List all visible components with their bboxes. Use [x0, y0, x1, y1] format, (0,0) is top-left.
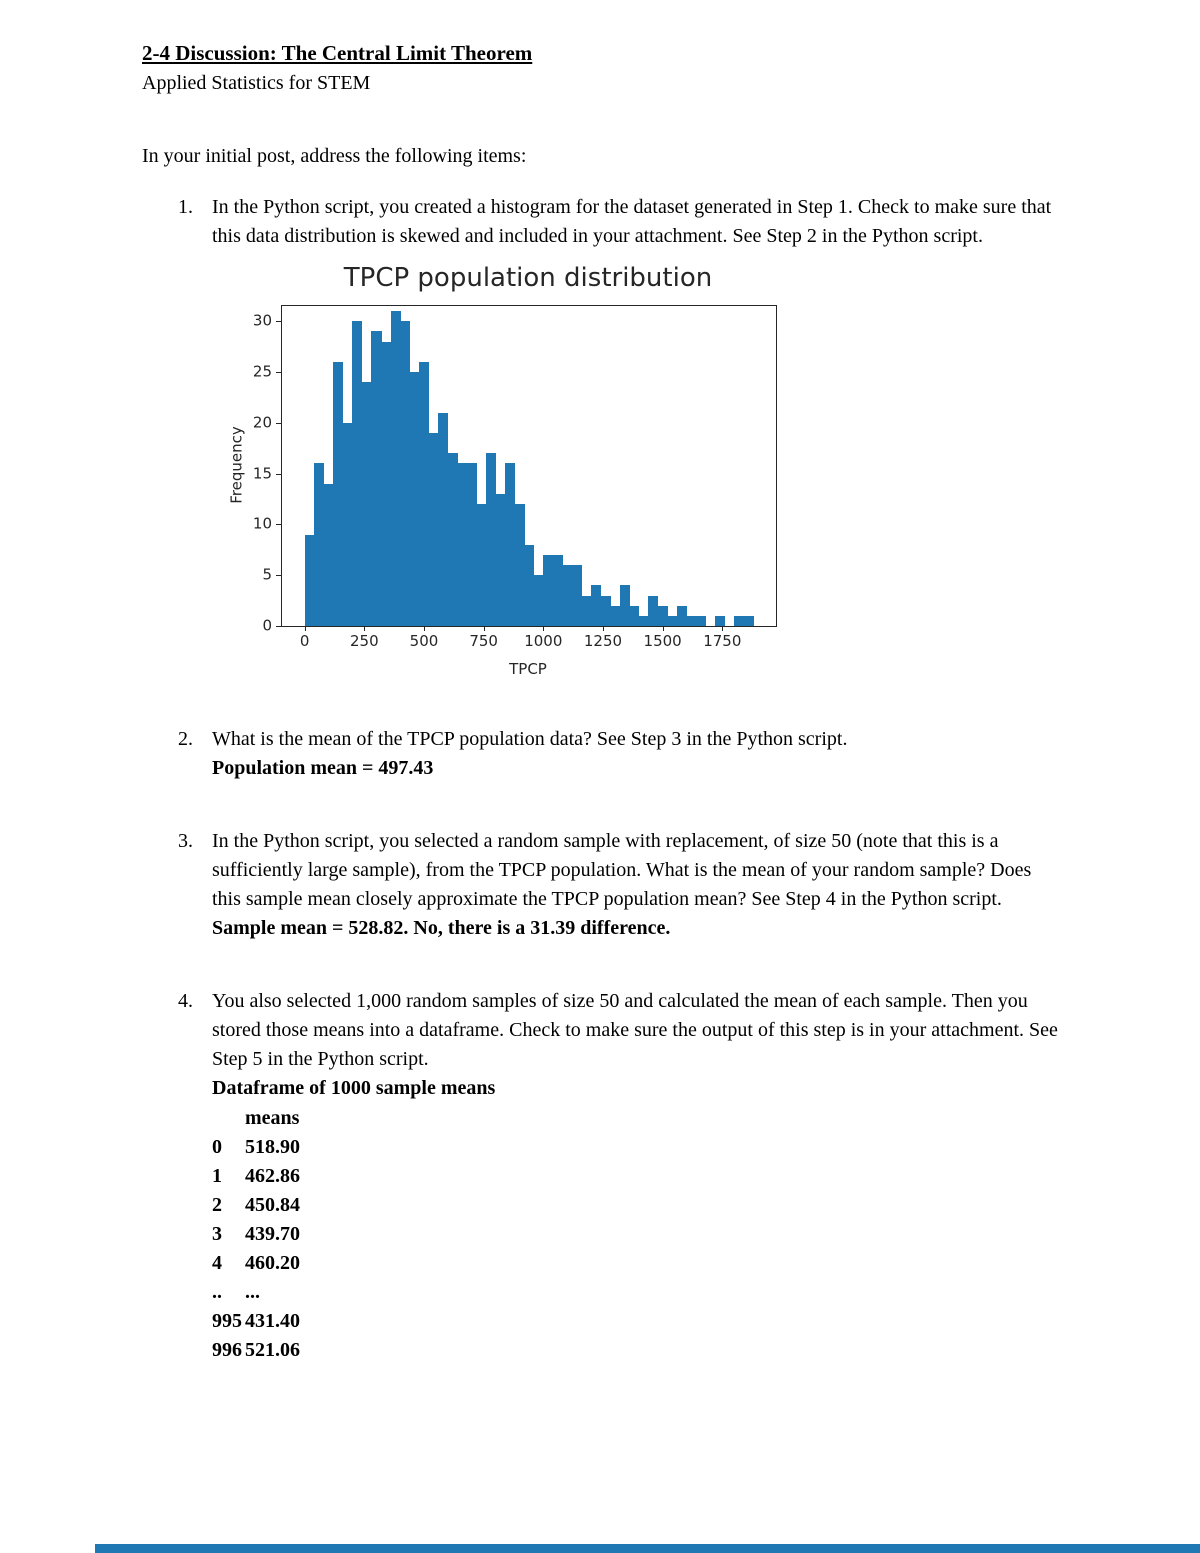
list-number: 4.: [178, 990, 193, 1012]
y-tick-label: 30: [252, 311, 272, 330]
y-tick-label: 5: [262, 565, 272, 584]
dataframe-rows: [212, 1133, 1060, 1365]
y-axis-label: Frequency: [227, 426, 246, 504]
dataframe-row: [212, 1278, 1060, 1307]
numbered-list: [142, 193, 1060, 1365]
x-tick-label: 500: [409, 632, 439, 650]
histogram-bar: [534, 575, 544, 626]
dataframe-row: [212, 1307, 1060, 1336]
histogram-bar: [524, 545, 534, 626]
dataframe-index: 0: [212, 1136, 222, 1158]
histogram-bar: [601, 596, 611, 626]
histogram-bar: [696, 616, 706, 626]
histogram-bar: [582, 596, 592, 626]
x-tick-mark: [543, 626, 544, 631]
dataframe-value: 462.86: [245, 1165, 300, 1187]
histogram-bar: [515, 504, 525, 626]
y-tick-label: 0: [262, 616, 272, 635]
course-name: Applied Statistics for STEM: [142, 72, 371, 94]
dataframe-row: [212, 1336, 1060, 1365]
dataframe-value: 431.40: [245, 1310, 300, 1332]
histogram-bar: [734, 616, 744, 626]
answer-sample-mean: Sample mean = 528.82. No, there is a 31.39 difference.: [212, 917, 671, 939]
x-tick-label: 750: [469, 632, 498, 650]
list-item-body: [212, 193, 1060, 681]
histogram-bar: [744, 616, 754, 626]
y-tick-label: 10: [252, 514, 272, 533]
list-number: 2.: [178, 728, 193, 750]
y-tick-label: 25: [252, 362, 272, 381]
dataframe-row: [212, 1162, 1060, 1191]
y-tick-mark: [276, 575, 281, 576]
dataframe-value: 521.06: [245, 1339, 300, 1361]
list-item-body: [212, 987, 1060, 1365]
list-number: 1.: [178, 196, 193, 218]
answer-population-mean: Population mean = 497.43: [212, 757, 434, 779]
histogram-bar: [486, 453, 496, 626]
histogram-bar: [371, 331, 381, 626]
intro-text: In your initial post, address the following items:: [142, 145, 527, 167]
list-number: 3.: [178, 830, 193, 852]
list-item-text: What is the mean of the TPCP population data? See Step 3 in the Python script.: [212, 728, 848, 750]
y-tick-mark: [276, 626, 281, 627]
x-tick-label: 250: [350, 632, 379, 650]
dataframe-row: [212, 1220, 1060, 1249]
histogram-bar: [572, 565, 582, 626]
answer-dataframe-caption: Dataframe of 1000 sample means: [212, 1077, 496, 1099]
histogram-bar: [629, 606, 639, 626]
histogram-bar: [457, 463, 467, 626]
plot-area: [252, 305, 777, 650]
histogram-bar: [362, 382, 372, 626]
dataframe-index: 4: [212, 1252, 222, 1274]
x-axis-label: TPCP: [509, 660, 547, 678]
histogram-bar: [496, 494, 506, 626]
x-tick-mark: [424, 626, 425, 631]
list-item-text: In the Python script, you created a histogram for the dataset generated in Step 1. Check to make sure that this data distribution is skewed and included in your attachment. See Step 2 in the Python script.: [212, 196, 1052, 247]
y-tick-label: 15: [252, 464, 272, 483]
dataframe-index: ..: [212, 1281, 222, 1303]
list-item-3: [178, 827, 1060, 943]
histogram-bar: [715, 616, 725, 626]
x-tick-mark: [364, 626, 365, 631]
x-tick-label: 1750: [703, 632, 742, 650]
histogram-bar: [438, 413, 448, 626]
dataframe-row: [212, 1133, 1060, 1162]
histogram-bar: [305, 535, 315, 626]
page-title: 2-4 Discussion: The Central Limit Theorem: [142, 41, 533, 65]
dataframe-index: 996: [212, 1339, 242, 1361]
x-tick-label: 1250: [583, 632, 623, 650]
y-tick-mark: [276, 474, 281, 475]
y-tick-mark: [276, 423, 281, 424]
histogram-bar: [648, 596, 658, 626]
histogram-bar: [658, 606, 668, 626]
histogram-bar: [343, 423, 353, 626]
x-tick-mark: [722, 626, 723, 631]
dataframe-row: [212, 1191, 1060, 1220]
histogram-bar: [505, 463, 515, 626]
histogram-bar: [667, 616, 677, 626]
chart-title: TPCP population distribution: [343, 263, 713, 293]
y-tick-mark: [276, 372, 281, 373]
x-tick-mark: [663, 626, 664, 631]
histogram-bar: [562, 565, 572, 626]
histogram-bar: [333, 362, 343, 626]
y-tick-mark: [276, 524, 281, 525]
list-item-text: In the Python script, you selected a random sample with replacement, of size 50 (note that this is a sufficiently large sample), from the TPCP population. What is the mean of your random sample? Does this sample mean closely approximate the TPCP population mean? See Step 4 in the Python script.: [212, 830, 1032, 910]
histogram-bar: [448, 453, 458, 626]
dataframe-column-header: means: [245, 1107, 300, 1129]
histogram-bar: [476, 504, 486, 626]
histogram-bar: [467, 463, 477, 626]
dataframe-index: 1: [212, 1165, 222, 1187]
x-tick-label: 0: [299, 632, 310, 650]
histogram-bar: [639, 616, 649, 626]
histogram-bar: [687, 616, 697, 626]
dataframe-value: 518.90: [245, 1136, 300, 1158]
dataframe-index: 3: [212, 1223, 222, 1245]
dataframe-value: 460.20: [245, 1252, 300, 1274]
histogram-bar: [381, 342, 391, 626]
list-item-2: [178, 725, 1060, 783]
histogram-bar: [620, 585, 630, 626]
histogram-bar: [429, 433, 439, 626]
y-tick-mark: [276, 321, 281, 322]
histogram-bar: [553, 555, 563, 626]
dataframe-value: 450.84: [245, 1194, 300, 1216]
histogram-bar: [419, 362, 429, 626]
dataframe-value: ...: [245, 1281, 260, 1303]
x-tick-label: 1500: [643, 632, 682, 650]
list-item-1: [178, 193, 1060, 681]
list-item-4: [178, 987, 1060, 1365]
dataframe-index: 2: [212, 1194, 222, 1216]
list-item-body: [212, 725, 1060, 783]
x-tick-mark: [603, 626, 604, 631]
dataframe-value: 439.70: [245, 1223, 300, 1245]
list-item-text: You also selected 1,000 random samples of size 50 and calculated the mean of each sample. Then you stored those means into a dataframe. Check to make sure the output of this step is in your attachment. See Step 5 in the Python script.: [212, 990, 1058, 1070]
x-tick-label: 1000: [524, 632, 563, 650]
dataframe-row: [212, 1249, 1060, 1278]
histogram-bar: [410, 372, 420, 626]
histogram-bar: [324, 484, 334, 626]
histogram-bar: [391, 311, 401, 626]
histogram-bar: [352, 321, 362, 626]
x-tick-mark: [305, 626, 306, 631]
histogram-bar: [543, 555, 553, 626]
histogram-figure: [212, 263, 1060, 681]
x-tick-mark: [484, 626, 485, 631]
histogram-bar: [400, 321, 410, 626]
dataframe-index: 995: [212, 1310, 242, 1332]
next-image-fragment: [95, 1544, 1200, 1553]
list-item-body: [212, 827, 1060, 943]
histogram-bar: [677, 606, 687, 626]
histogram-bar: [314, 463, 324, 626]
dataframe-output: [212, 1104, 1060, 1365]
histogram-bar: [610, 606, 620, 626]
y-tick-label: 20: [252, 413, 272, 432]
histogram-bar: [591, 585, 601, 626]
